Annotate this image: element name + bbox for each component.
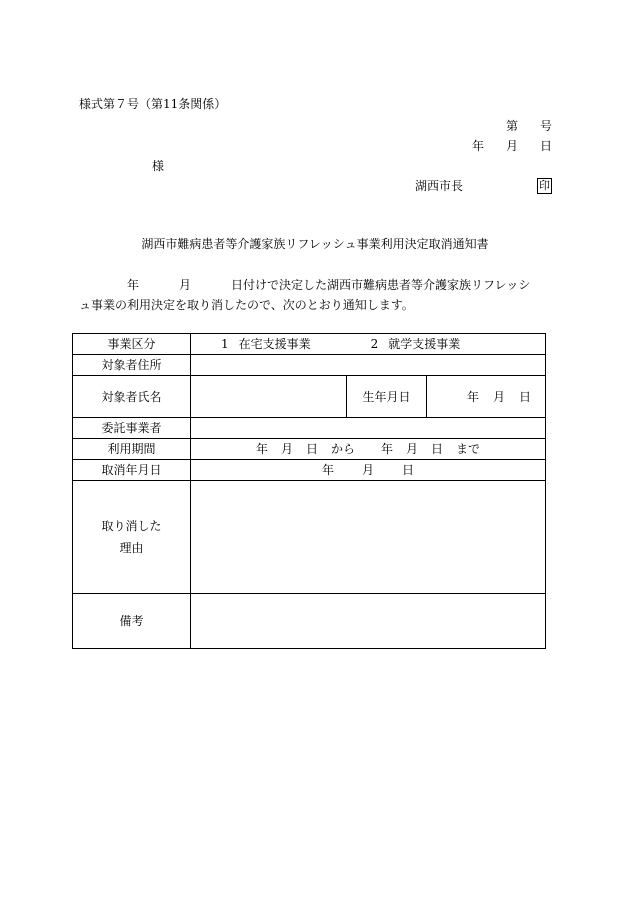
cancel-day: 日 [402,463,415,477]
period-day-start: 日 [305,442,318,456]
business-type-options[interactable] [191,334,546,355]
row-contractor [73,418,546,439]
document-title: 湖西市難病患者等介護家族リフレッシュ事業利用決定取消通知書 [141,237,489,251]
address-label: 対象者住所 [73,355,191,376]
issue-date-day: 日 [539,139,552,153]
row-business-type [73,334,546,355]
option-1-number: 1 [221,337,229,351]
period-to: まで [456,442,481,456]
body-text: 日付けで決定した湖西市難病患者等介護家族リフレッシュ事業の利用決定を取り消したので、次のとおり通知します。 [79,278,531,312]
reason-label-line-1: 取り消した [101,519,162,533]
address-field[interactable] [191,355,546,376]
period-year-start: 年 [255,442,268,456]
birth-month: 月 [492,389,505,404]
period-field[interactable] [191,439,546,460]
birth-day: 日 [519,389,532,404]
period-month-start: 月 [280,442,293,456]
reason-label [73,481,191,594]
seal-mark: 印 [539,179,550,192]
period-month-end: 月 [406,442,419,456]
row-period [73,439,546,460]
issuer-name: 湖西市長 [414,179,463,193]
period-day-end: 日 [431,442,444,456]
row-reason [73,481,546,594]
number-suffix: 号 [539,119,552,133]
row-address [73,355,546,376]
cancel-date-field[interactable] [191,460,546,481]
option-2-number: 2 [370,337,379,351]
row-cancel-date [73,460,546,481]
period-from: から [330,442,355,456]
body-year: 年 [127,278,140,292]
reason-label-line-2: 理由 [119,541,144,555]
row-name [73,376,546,418]
issuer-line [415,178,552,194]
recipient-suffix: 様 [152,159,165,173]
option-2-label: 就学支援事業 [388,337,461,351]
row-remarks [73,594,546,649]
cancel-date-label: 取消年月日 [73,460,191,481]
reason-field[interactable] [191,481,546,594]
contractor-field[interactable] [191,418,546,439]
option-1-label: 在宅支援事業 [238,337,311,351]
birth-date-field[interactable] [427,376,546,418]
name-label: 対象者氏名 [73,376,191,418]
notice-body [79,275,539,315]
body-month: 月 [179,278,192,292]
cancel-month: 月 [361,463,374,477]
document-number [506,118,552,134]
name-field[interactable] [191,376,347,418]
remarks-field[interactable] [191,594,546,649]
birth-year: 年 [466,389,479,404]
contractor-label: 委託事業者 [73,418,191,439]
issue-date-month: 月 [505,139,518,153]
period-label: 利用期間 [73,439,191,460]
number-prefix: 第 [505,119,518,133]
issue-date [472,138,552,154]
form-number: 様式第７号（第11条関係） [79,97,227,111]
birth-label: 生年月日 [347,376,427,418]
notice-table [72,333,546,649]
period-year-end: 年 [381,442,394,456]
cancel-year: 年 [321,463,334,477]
issue-date-year: 年 [471,139,484,153]
business-type-label: 事業区分 [73,334,191,355]
remarks-label: 備考 [73,594,191,649]
